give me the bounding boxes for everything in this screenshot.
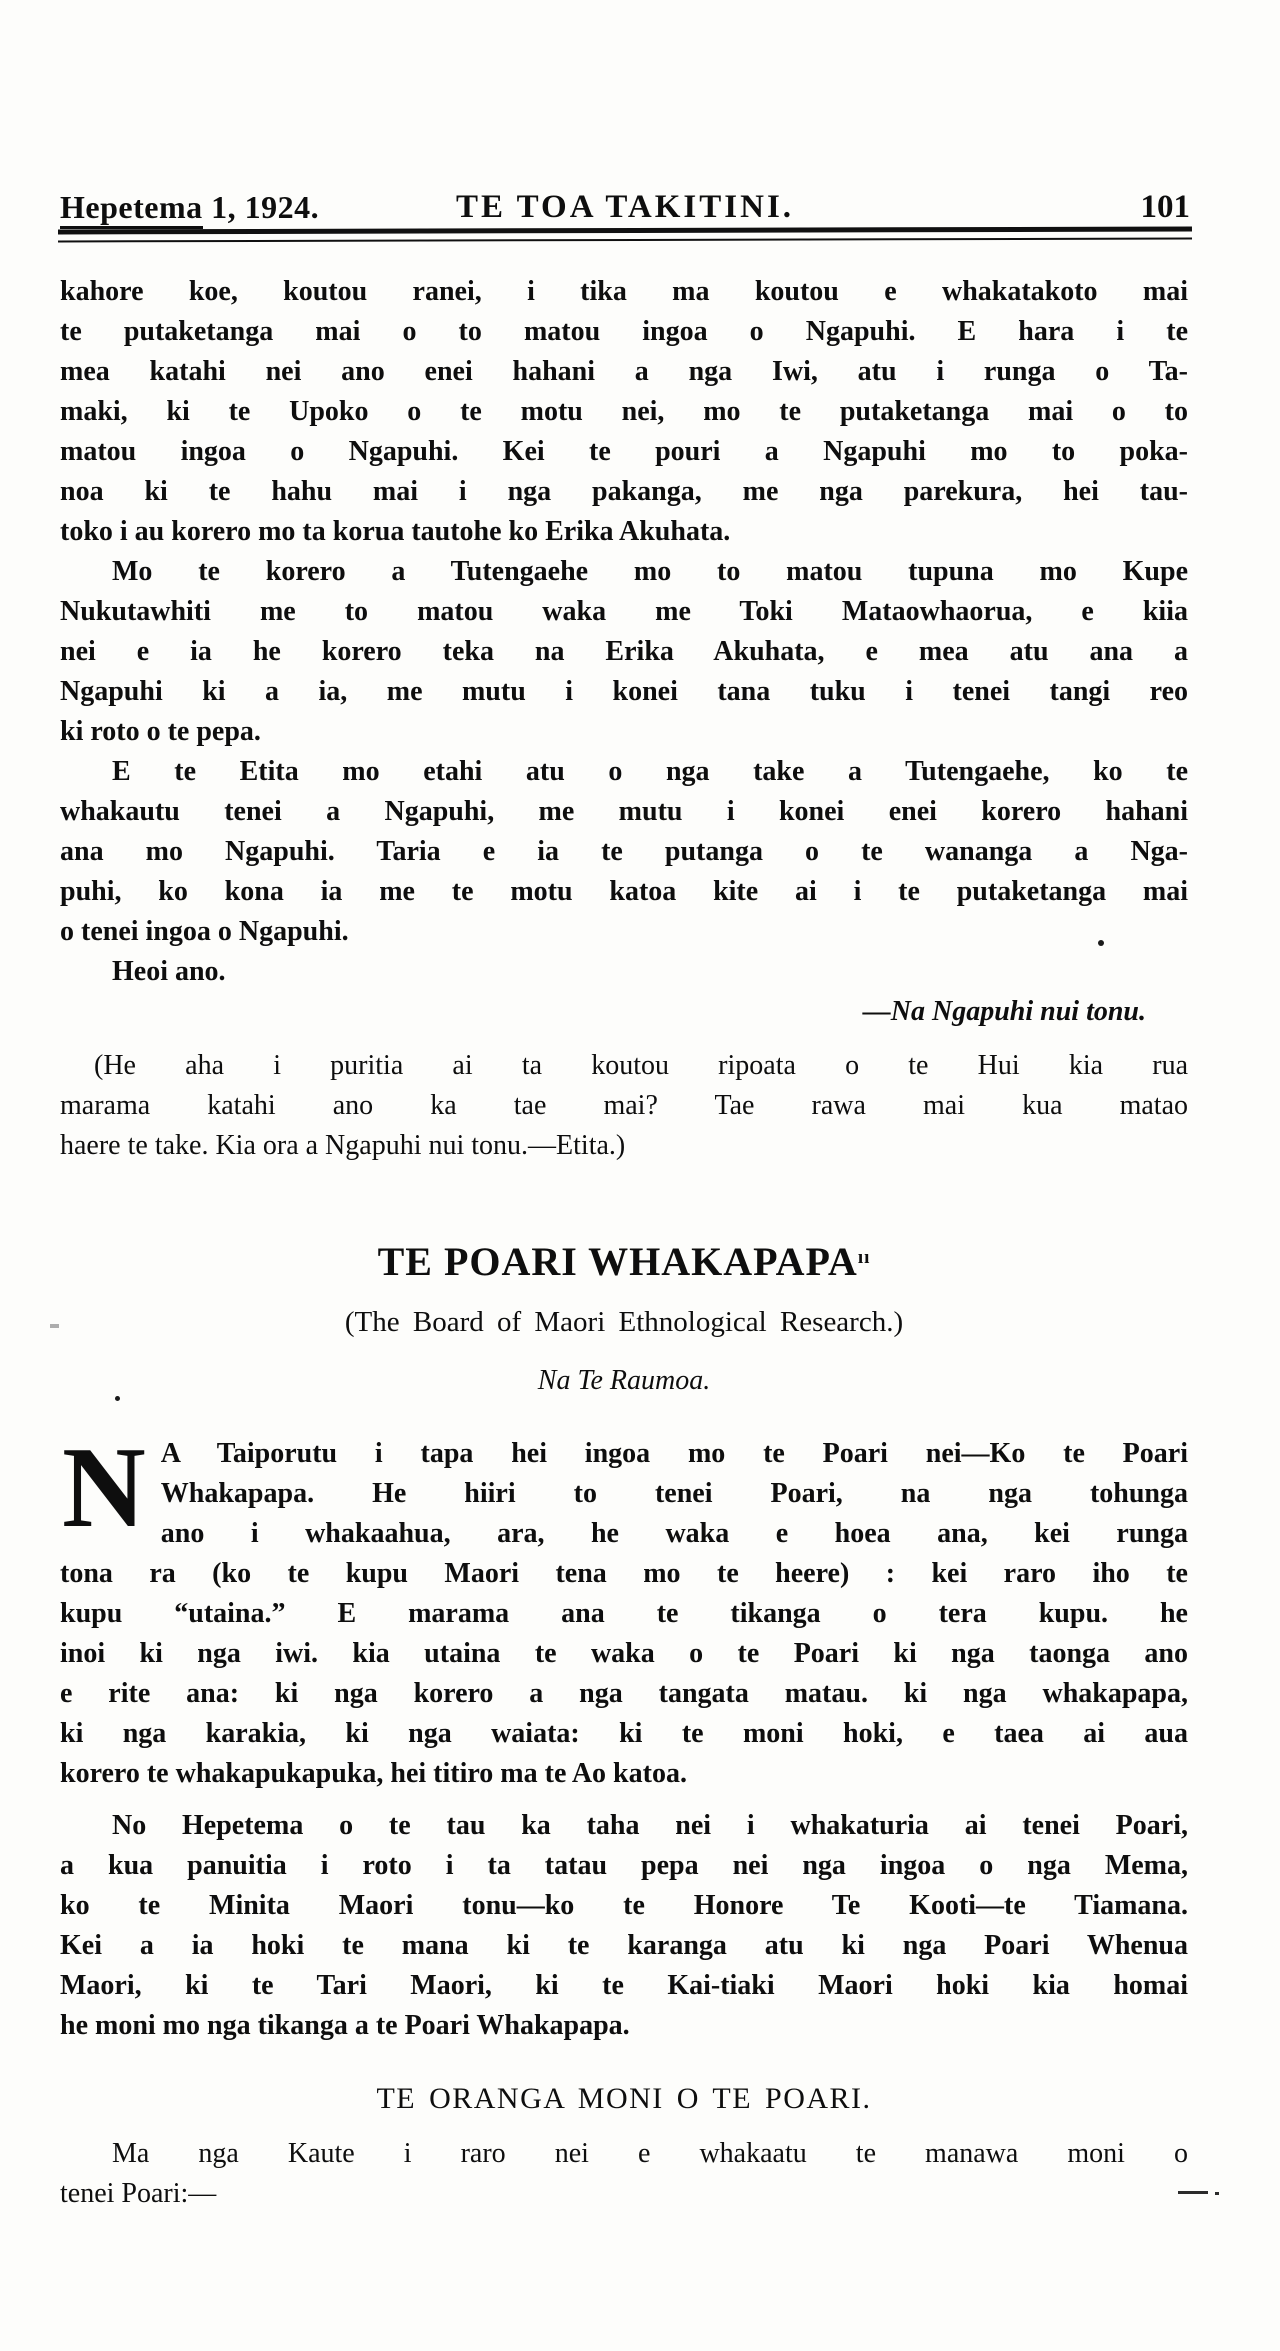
text-line: kupu “utaina.” E marama ana te tikanga o tera kupu. he (60, 1598, 1188, 1629)
text-line: matou ingoa o Ngapuhi. Kei te pouri a Ngapuhi mo to poka- (60, 436, 1188, 467)
text-line: whakautu tenei a Ngapuhi, me mutu i konei enei korero hahani (60, 796, 1188, 827)
issue-date-day-year: 1, 1924. (202, 189, 320, 225)
text-line: o tenei ingoa o Ngapuhi. (60, 916, 349, 947)
text-line: nei e ia he korero teka na Erika Akuhata, e mea atu ana a (60, 636, 1188, 667)
article-title-text: TE POARI WHAKAPAPA (377, 1239, 858, 1284)
text-line: inoi ki nga iwi. kia utaina te waka o te Poari ki nga taonga ano (60, 1638, 1188, 1669)
ink-smudge (50, 1324, 59, 1328)
article-te-poari-whakapapa (60, 1240, 1188, 2214)
text-line: ko te Minita Maori tonu—ko te Honore Te Kooti—te Tiamana. (60, 1890, 1188, 1921)
text-line: ki roto o te pepa. (60, 716, 261, 747)
text-line: mea katahi nei ano enei hahani a nga Iwi, atu i runga o Ta- (60, 356, 1188, 387)
signature-line: —Na Ngapuhi nui tonu. (862, 996, 1146, 1027)
paragraph (60, 552, 1188, 752)
header-double-rule (58, 227, 1192, 243)
rule-thick (58, 227, 1192, 235)
closing-line: Heoi ano. (112, 956, 226, 987)
text-line: ano i whakaahua, ara, he waka e hoea ana, kei runga (160, 1518, 1188, 1549)
running-head (60, 182, 1190, 226)
dropcap-paragraph (60, 1424, 1188, 1794)
text-line: A Taiporutu i tapa hei ingoa mo te Poari nei—Ko te Poari (160, 1438, 1188, 1469)
article-title (60, 1240, 1188, 1292)
text-line: Ma nga Kaute i raro nei e whakaatu te manawa moni o (112, 2138, 1188, 2169)
text-line: tona ra (ko te kupu Maori tena mo te heere) : kei raro iho te (60, 1558, 1188, 1589)
article-letter-ngapuhi (60, 272, 1188, 1166)
text-line: te putaketanga mai o to matou ingoa o Ngapuhi. E hara i te (60, 316, 1188, 347)
issue-date-month: Hepetema (60, 189, 203, 229)
text-line: Mo te korero a Tutengaehe mo to matou tupuna mo Kupe (112, 556, 1188, 587)
text-line: kahore koe, koutou ranei, i tika ma koutou e whakatakoto mai (60, 276, 1188, 307)
paragraph (60, 752, 1188, 952)
section-heading: TE ORANGA MONI O TE POARI. (376, 2082, 872, 2115)
text-line: e rite ana: ki nga korero a nga tangata matau. ki nga whakapapa, (60, 1678, 1188, 1709)
text-line: ki nga karakia, ki nga waiata: ki te moni hoki, e taea ai aua (60, 1718, 1188, 1749)
text-line: korero te whakapukapuka, hei titiro ma te Ao katoa. (60, 1758, 687, 1789)
paragraph (60, 2134, 1188, 2214)
text-line: haere te take. Kia ora a Ngapuhi nui tonu.—Etita.) (60, 1130, 626, 1161)
issue-date (60, 189, 319, 226)
ink-speck (1215, 2192, 1219, 2195)
article-subtitle: (The Board of Maori Ethnological Research.) (344, 1306, 904, 1338)
article-byline: Na Te Raumoa. (537, 1365, 711, 1396)
ink-speck (1098, 940, 1104, 946)
text-line: ana mo Ngapuhi. Taria e ia te putanga o te wananga a Nga- (60, 836, 1188, 867)
text-line: (He aha i puritia ai ta koutou ripoata o te Hui kia rua (94, 1050, 1188, 1081)
text-line: E te Etita mo etahi atu o nga take a Tutengaehe, ko te (112, 756, 1188, 787)
text-line: maki, ki te Upoko o te motu nei, mo te putaketanga mai o to (60, 396, 1188, 427)
masthead-title: TE TOA TAKITINI. (455, 189, 795, 225)
paragraph (60, 1424, 1188, 1794)
dropcap-letter: N (62, 1424, 146, 1552)
text-line: Maori, ki te Tari Maori, ki te Kai-tiaki Maori hoki kia homai (60, 1970, 1188, 2001)
text-line: toko i au korero mo ta korua tautohe ko Erika Akuhata. (60, 516, 731, 547)
text-line: a kua panuitia i roto i ta tatau pepa nei nga ingoa o nga Mema, (60, 1850, 1188, 1881)
ink-speck (115, 1396, 120, 1401)
page-number: 101 (1140, 189, 1190, 225)
text-line: No Hepetema o te tau ka taha nei i whakaturia ai tenei Poari, (112, 1810, 1188, 1841)
text-line: he moni mo nga tikanga a te Poari Whakapapa. (60, 2010, 630, 2041)
text-line: Nukutawhiti me to matou waka me Toki Mataowhaorua, e kiia (60, 596, 1188, 627)
ink-dash (1178, 2191, 1208, 2194)
paragraph (60, 272, 1188, 552)
editor-note (60, 1046, 1188, 1166)
paragraph (60, 1806, 1188, 2046)
text-line: marama katahi ano ka tae mai? Tae rawa mai kua matao (60, 1090, 1188, 1121)
text-line: noa ki te hahu mai i nga pakanga, me nga parekura, hei tau- (60, 476, 1188, 507)
text-line: tenei Poari:— (60, 2178, 217, 2209)
text-line: Whakapapa. He hiiri to tenei Poari, na nga tohunga (160, 1478, 1188, 1509)
text-line: Kei a ia hoki te mana ki te karanga atu ki nga Poari Whenua (60, 1930, 1188, 1961)
ink-artifact-title: ıı (857, 1247, 871, 1268)
text-line: puhi, ko kona ia me te motu katoa kite ai i te putaketanga mai (60, 876, 1188, 907)
rule-thin (58, 238, 1192, 243)
text-line: Ngapuhi ki a ia, me mutu i konei tana tuku i tenei tangi reo (60, 676, 1188, 707)
